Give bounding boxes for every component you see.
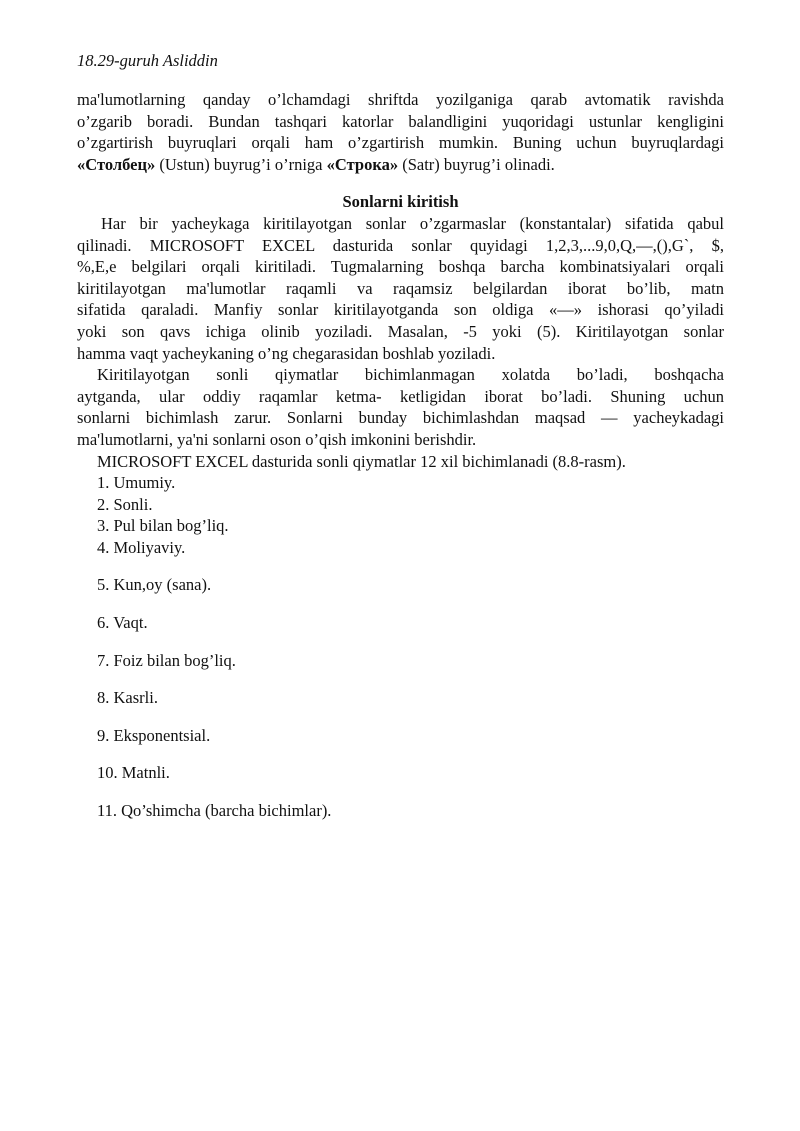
text-line: Kiritilayotgan sonli qiymatlar bichimlanmagan xolatda bo’ladi, boshqacha	[97, 365, 724, 385]
text-line: MICROSOFT EXCEL dasturida sonli qiymatlar 12 xil bichimlanadi (8.8-rasm).	[97, 451, 626, 471]
list-item: 11. Qo’shimcha (barcha bichimlar).	[97, 801, 332, 821]
text-line: yoki son qavs ichiga olinib yoziladi. Masalan, -5 yoki (5). Kiritilayotgan sonlar	[77, 321, 724, 341]
paragraph-number-input	[77, 213, 724, 364]
text-line	[77, 154, 724, 176]
list-item: 6. Vaqt.	[97, 613, 148, 633]
text-line: ma'lumotlarning qanday o’lchamdagi shriftda yozilganiga qarab avtomatik ravishda	[77, 90, 724, 109]
text-fragment: (Ustun) buyrug’i o’rniga	[155, 154, 327, 174]
format-list	[77, 472, 724, 822]
text-line: sifatida qaraladi. Manfiy sonlar kiritilayotganda son oldiga «—» ishorasi qo’yiladi	[77, 300, 724, 320]
text-line: Har bir yacheykaga kiritilayotgan sonlar o’zgarmaslar (konstantalar) sifatida qabul	[101, 213, 724, 233]
list-item: 5. Kun,oy (sana).	[97, 575, 212, 595]
text-line: ma'lumotlarni, ya'ni sonlarni oson o’qish imkonini berishdir.	[77, 429, 477, 449]
list-item: 8. Kasrli.	[97, 688, 158, 708]
bold-term-stolbets: «Столбец»	[77, 154, 156, 174]
text-line: hamma vaqt yacheykaning o’ng chegarasidan boshlab yoziladi.	[77, 343, 496, 363]
text-line: o’zgartirish buyruqlari orqali ham o’zgartirish mumkin. Buning uchun buyruqlardagi	[77, 133, 724, 153]
document-body	[77, 89, 724, 822]
text-line: kiritilayotgan ma'lumotlar raqamli va raqamsiz belgilardan iborat bo’lib, matn	[77, 278, 724, 298]
list-item: 1. Umumiy.	[97, 473, 176, 493]
list-item: 9. Eksponentsial.	[97, 725, 211, 745]
text-line: %,E,e belgilari orqali kiritiladi. Tugmalarning boshqa barcha kombinatsiyalari orqali	[77, 257, 724, 277]
text-line: aytganda, ular oddiy raqamlar ketma- ketligidan iborat bo’ladi. Shuning uchun	[77, 386, 724, 406]
list-item: 4. Moliyaviy.	[97, 537, 186, 557]
page-header: 18.29-guruh Asliddin	[77, 51, 218, 70]
text-line: sonlarni bichimlash zarur. Sonlarni bunday bichimlashdan maqsad — yacheykadagi	[77, 408, 724, 428]
list-item: 7. Foiz bilan bog’liq.	[97, 650, 236, 670]
paragraph-formatting	[77, 364, 724, 450]
list-item: 10. Matnli.	[97, 763, 170, 783]
paragraph-row-height	[77, 89, 724, 175]
bold-term-stroka: «Строка»	[326, 154, 399, 174]
text-line: qilinadi. MICROSOFT EXCEL dasturida sonlar quyidagi 1,2,3,...9,0,Q,—,(),G`, $,	[77, 235, 724, 255]
section-heading: Sonlarni kiritish	[342, 192, 459, 212]
list-item: 2. Sonli.	[97, 494, 153, 514]
list-item: 3. Pul bilan bog’liq.	[97, 516, 229, 536]
paragraph-format-count	[77, 451, 724, 473]
text-line: o’zgarib boradi. Bundan tashqari katorlar balandligini yuqoridagi ustunlar kengligini	[77, 111, 724, 131]
text-fragment: (Satr) buyrug’i olinadi.	[398, 154, 555, 174]
